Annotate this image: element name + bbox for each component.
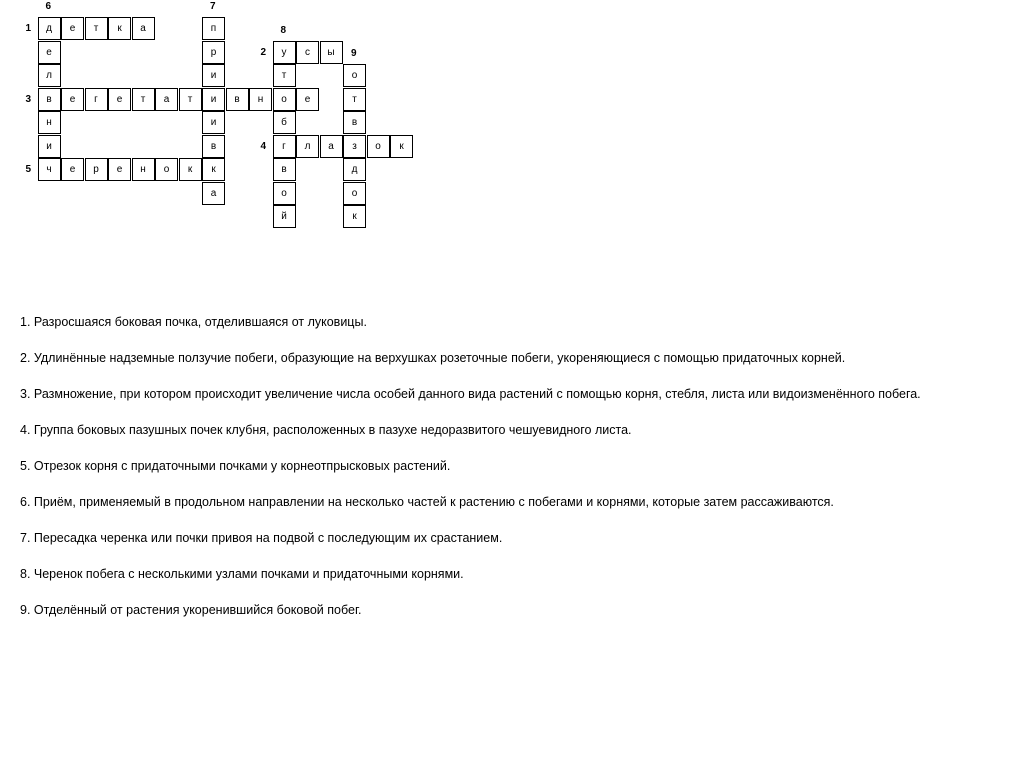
clue-9: 9. Отделённый от растения укоренившийся боковой побег. [20,603,362,617]
clue-number-3: 3 [25,93,32,105]
clue-number-7: 7 [210,1,216,12]
clue-7: 7. Пересадка черенка или почки привоя на подвой с последующим их срастанием. [20,531,503,545]
crossword-cell: е [108,88,131,111]
crossword-cell: а [320,135,343,158]
crossword-cell: г [85,88,108,111]
clue-list [20,314,980,638]
clue-number-4: 4 [260,140,267,152]
crossword-cell: т [132,88,155,111]
crossword-cell: к [179,158,202,181]
crossword-cell: р [85,158,108,181]
clue-6: 6. Приём, применяемый в продольном направлении на несколько частей к растению с побегами и корнями, которые затем рассаживаются. [20,495,834,509]
crossword-cell: л [38,64,61,87]
crossword-cell: б [273,111,296,134]
clue-1: 1. Разросшаяся боковая почка, отделившаяся от луковицы. [20,315,367,329]
clue-number-6: 6 [45,1,52,12]
crossword-cell: к [202,158,225,181]
crossword-cell: е [61,17,84,40]
crossword-cell: ч [38,158,61,181]
crossword-cell: е [61,158,84,181]
clue-number-5: 5 [25,164,32,175]
crossword-cell: в [38,88,61,111]
crossword-cell: к [343,205,366,228]
crossword-cell: г [273,135,296,158]
crossword-cell: к [390,135,413,158]
clue-number-2: 2 [260,46,267,58]
crossword-cell: е [108,158,131,181]
crossword-cell: т [343,88,366,111]
clue-number-8: 8 [280,24,287,36]
crossword-cell: о [273,182,296,205]
crossword-cell: в [226,88,249,111]
crossword-cell: в [343,111,366,134]
clue-4: 4. Группа боковых пазушных почек клубня, расположенных в пазухе недоразвитого чешуевидного листа. [20,423,632,437]
crossword-cell: о [155,158,178,181]
crossword-cell: д [343,158,366,181]
crossword-cell: а [132,17,155,40]
clue-8: 8. Черенок побега с несколькими узлами почками и придаточными корнями. [20,567,464,581]
crossword-cell: у [273,41,296,64]
crossword-cell: к [108,17,131,40]
crossword-cell: в [273,158,296,181]
crossword-cell: п [202,17,225,40]
crossword-cell: н [249,88,272,111]
crossword-cell: а [155,88,178,111]
crossword-cell: т [179,88,202,111]
crossword-cell: о [343,64,366,87]
clue-2: 2. Удлинённые надземные ползучие побеги, образующие на верхушках розеточные побеги, укореняющиеся с помощью придаточных корней. [20,351,846,365]
crossword-grid [0,0,404,250]
crossword-cell: ы [320,41,343,64]
crossword-cell: о [367,135,390,158]
crossword-cell: и [202,88,225,111]
crossword-cell: н [132,158,155,181]
crossword-cell: з [343,135,366,158]
clue-3: 3. Размножение, при котором происходит увеличение числа особей данного вида растений с помощью корня, стебля, листа или видоизменённого побега. [20,387,921,401]
crossword-cell: д [38,17,61,40]
crossword-cell: с [296,41,319,64]
crossword-cell: в [202,135,225,158]
crossword-cell: и [38,135,61,158]
crossword-cell: р [202,41,225,64]
clue-number-9: 9 [351,48,357,59]
crossword-cell: о [343,182,366,205]
crossword-cell: л [296,135,319,158]
crossword-cell: й [273,205,296,228]
crossword-cell: е [296,88,319,111]
crossword-cell: а [202,182,225,205]
crossword-cell: т [273,64,296,87]
crossword-cell: т [85,17,108,40]
crossword-cell: и [202,111,225,134]
clue-5: 5. Отрезок корня с придаточными почками у корнеотпрысковых растений. [20,459,451,473]
crossword-cell: о [273,88,296,111]
crossword-cell: н [38,111,61,134]
clue-number-1: 1 [25,23,32,34]
crossword-cell: и [202,64,225,87]
crossword-cell: е [61,88,84,111]
crossword-cell: е [38,41,61,64]
